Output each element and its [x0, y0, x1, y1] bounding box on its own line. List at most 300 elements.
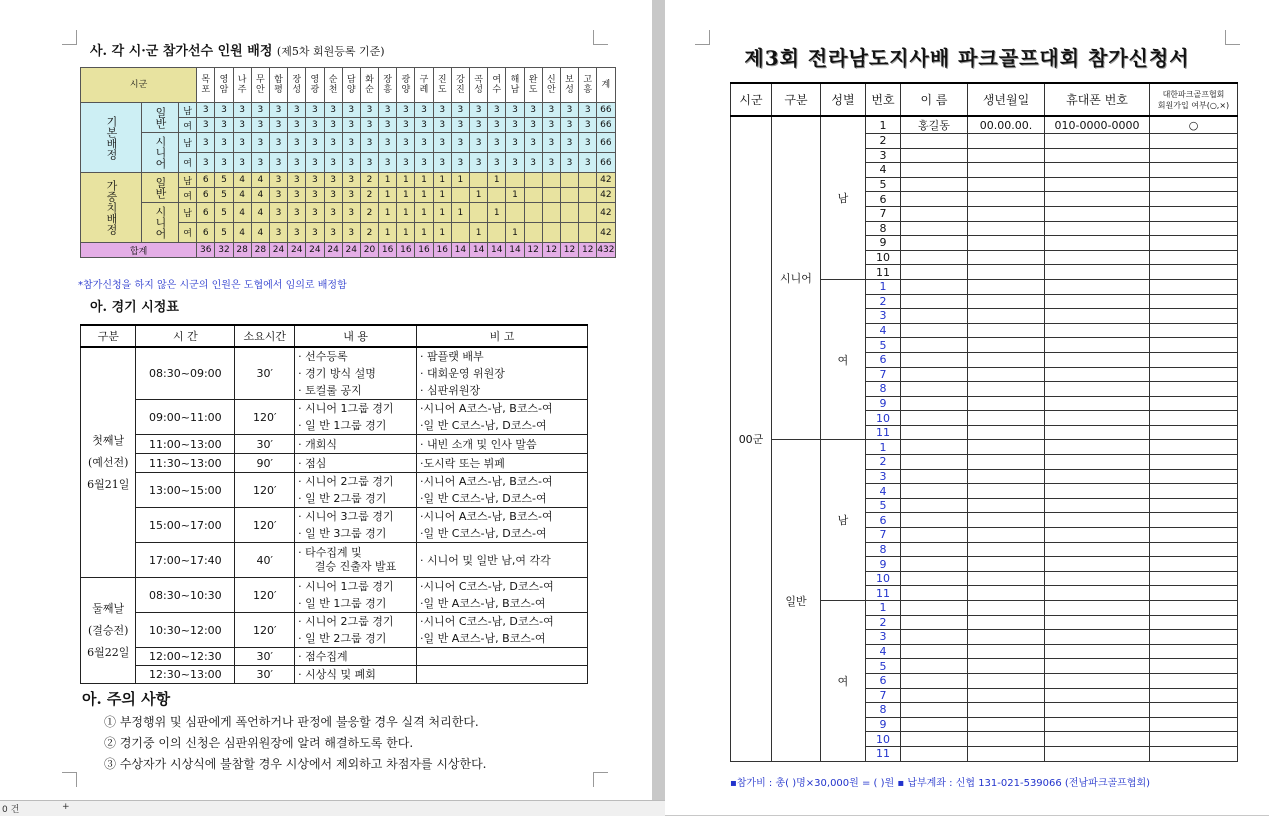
- alloc-cell: 1: [415, 223, 433, 243]
- reg-input-phone[interactable]: [1045, 440, 1150, 455]
- schedule-day-label: [81, 578, 136, 684]
- schedule-row: [81, 543, 588, 578]
- alloc-cell: 3: [197, 133, 215, 153]
- reg-input-name[interactable]: [901, 644, 968, 659]
- alloc-cell: 3: [324, 223, 342, 243]
- reg-input-member[interactable]: [1150, 703, 1238, 718]
- reg-input-phone[interactable]: [1045, 498, 1150, 513]
- reg-input-birth[interactable]: 00.00.00.: [968, 116, 1045, 134]
- schedule-duration: 120′: [235, 613, 295, 648]
- alloc-cell: 3: [542, 153, 560, 173]
- reg-input-birth[interactable]: [968, 338, 1045, 353]
- reg-input-birth[interactable]: [968, 688, 1045, 703]
- reg-input-member[interactable]: [1150, 236, 1238, 251]
- city-header: 진도: [433, 68, 451, 103]
- reg-input-phone[interactable]: [1045, 673, 1150, 688]
- reg-input-birth[interactable]: [968, 163, 1045, 178]
- alloc-total-cell: 12: [542, 243, 560, 258]
- reg-input-phone[interactable]: [1045, 163, 1150, 178]
- reg-number: 7: [866, 528, 901, 543]
- alloc-cell: 1: [397, 188, 415, 203]
- reg-input-birth[interactable]: [968, 411, 1045, 426]
- reg-input-birth[interactable]: [968, 192, 1045, 207]
- reg-input-member[interactable]: [1150, 279, 1238, 294]
- reg-input-member[interactable]: ○: [1150, 116, 1238, 134]
- reg-input-birth[interactable]: [968, 396, 1045, 411]
- reg-number: 11: [866, 425, 901, 440]
- reg-number: 11: [866, 586, 901, 601]
- reg-input-member[interactable]: [1150, 440, 1238, 455]
- reg-input-member[interactable]: [1150, 134, 1238, 149]
- content-line: · 시니어 1그룹 경기: [298, 580, 394, 593]
- reg-input-member[interactable]: [1150, 250, 1238, 265]
- content-line: · 점심: [298, 456, 327, 470]
- alloc-cell: 3: [579, 118, 597, 133]
- schedule-content: [295, 508, 417, 543]
- reg-input-birth[interactable]: [968, 352, 1045, 367]
- schedule-duration: 30′: [235, 435, 295, 454]
- reg-input-birth[interactable]: [968, 323, 1045, 338]
- alloc-group-label: 가중치배정: [81, 173, 142, 243]
- reg-input-phone[interactable]: [1045, 732, 1150, 747]
- schedule-duration: 30′: [235, 648, 295, 666]
- alloc-cell: 3: [560, 118, 578, 133]
- reg-input-name[interactable]: [901, 528, 968, 543]
- schedule-time: 09:00~11:00: [136, 400, 235, 435]
- reg-input-phone[interactable]: [1045, 630, 1150, 645]
- reg-input-member[interactable]: [1150, 498, 1238, 513]
- reg-input-member[interactable]: [1150, 309, 1238, 324]
- reg-input-member[interactable]: [1150, 367, 1238, 382]
- alloc-cell: 3: [506, 118, 524, 133]
- reg-input-birth[interactable]: [968, 206, 1045, 221]
- alloc-cell: [524, 203, 542, 223]
- alloc-cell: 3: [579, 153, 597, 173]
- reg-input-name[interactable]: [901, 411, 968, 426]
- reg-input-name[interactable]: [901, 382, 968, 397]
- reg-input-name[interactable]: [901, 236, 968, 251]
- reg-input-phone[interactable]: [1045, 659, 1150, 674]
- reg-input-phone[interactable]: [1045, 601, 1150, 616]
- alloc-cell: 3: [397, 118, 415, 133]
- alloc-cell: 1: [506, 188, 524, 203]
- reg-input-birth[interactable]: [968, 134, 1045, 149]
- schedule-row: [81, 613, 588, 648]
- alloc-cell: 3: [397, 133, 415, 153]
- reg-number: 3: [866, 148, 901, 163]
- reg-input-birth[interactable]: [968, 746, 1045, 761]
- reg-input-name[interactable]: [901, 134, 968, 149]
- reg-input-member[interactable]: [1150, 323, 1238, 338]
- alloc-cell: 3: [342, 118, 360, 133]
- alloc-cell: [506, 173, 524, 188]
- reg-input-member[interactable]: [1150, 352, 1238, 367]
- reg-input-name[interactable]: [901, 542, 968, 557]
- reg-input-birth[interactable]: [968, 367, 1045, 382]
- alloc-cell: 3: [288, 103, 306, 118]
- alloc-cell: 3: [415, 118, 433, 133]
- reg-input-name[interactable]: [901, 279, 968, 294]
- reg-input-phone[interactable]: [1045, 148, 1150, 163]
- schedule-content: [295, 454, 417, 473]
- reg-input-birth[interactable]: [968, 221, 1045, 236]
- alloc-gender: 남: [179, 103, 197, 118]
- reg-input-phone[interactable]: [1045, 644, 1150, 659]
- reg-input-birth[interactable]: [968, 513, 1045, 528]
- reg-input-member[interactable]: [1150, 717, 1238, 732]
- reg-input-member[interactable]: [1150, 206, 1238, 221]
- reg-input-birth[interactable]: [968, 732, 1045, 747]
- note-line: ·일 반 C코스-남, D코스-여: [419, 492, 547, 505]
- reg-input-member[interactable]: [1150, 265, 1238, 280]
- alloc-cell: [506, 203, 524, 223]
- reg-input-birth[interactable]: [968, 425, 1045, 440]
- reg-input-member[interactable]: [1150, 630, 1238, 645]
- reg-input-name[interactable]: [901, 630, 968, 645]
- reg-input-birth[interactable]: [968, 586, 1045, 601]
- reg-gender: 남: [821, 116, 866, 279]
- reg-input-name[interactable]: [901, 352, 968, 367]
- reg-input-name[interactable]: [901, 323, 968, 338]
- alloc-cell: [488, 223, 506, 243]
- reg-input-phone[interactable]: [1045, 571, 1150, 586]
- note-line: ·시니어 A코스-남, B코스-여: [419, 475, 553, 488]
- reg-input-member[interactable]: [1150, 601, 1238, 616]
- alloc-cell: 4: [233, 223, 251, 243]
- fee-footer: ▪참가비 : 총( )명×30,000원 = ( )원 ▪ 납부계좌 : 신협 131-021-539066 (전남파크골프협회): [730, 778, 1151, 789]
- alloc-cell: 6: [197, 223, 215, 243]
- reg-input-phone[interactable]: 010-0000-0000: [1045, 116, 1150, 134]
- reg-input-name[interactable]: [901, 250, 968, 265]
- reg-input-member[interactable]: [1150, 542, 1238, 557]
- reg-input-phone[interactable]: [1045, 557, 1150, 572]
- city-header: 함평: [269, 68, 287, 103]
- reg-input-name[interactable]: [901, 717, 968, 732]
- reg-input-phone[interactable]: [1045, 513, 1150, 528]
- reg-input-name[interactable]: [901, 265, 968, 280]
- reg-number: 1: [866, 279, 901, 294]
- reg-input-phone[interactable]: [1045, 294, 1150, 309]
- reg-input-phone[interactable]: [1045, 192, 1150, 207]
- city-header: 장성: [288, 68, 306, 103]
- alloc-cell: [451, 188, 469, 203]
- reg-input-member[interactable]: [1150, 571, 1238, 586]
- schedule-duration: 90′: [235, 454, 295, 473]
- reg-input-birth[interactable]: [968, 717, 1045, 732]
- reg-number: 10: [866, 411, 901, 426]
- reg-input-member[interactable]: [1150, 513, 1238, 528]
- reg-number: 11: [866, 265, 901, 280]
- alloc-cell: 1: [433, 203, 451, 223]
- reg-input-member[interactable]: [1150, 294, 1238, 309]
- reg-input-name[interactable]: [901, 601, 968, 616]
- alloc-cell: 3: [560, 103, 578, 118]
- reg-input-name[interactable]: [901, 396, 968, 411]
- reg-input-phone[interactable]: [1045, 250, 1150, 265]
- alloc-cell: 2: [360, 223, 378, 243]
- alloc-cell: 6: [197, 188, 215, 203]
- reg-input-birth[interactable]: [968, 542, 1045, 557]
- status-bar: [0, 800, 665, 816]
- alloc-cell: 6: [197, 173, 215, 188]
- reg-input-birth[interactable]: [968, 630, 1045, 645]
- reg-input-birth[interactable]: [968, 309, 1045, 324]
- reg-input-phone[interactable]: [1045, 279, 1150, 294]
- schedule-row: [81, 666, 588, 684]
- reg-input-birth[interactable]: [968, 528, 1045, 543]
- reg-input-birth[interactable]: [968, 673, 1045, 688]
- reg-input-name[interactable]: [901, 294, 968, 309]
- content-line: · 시니어 3그룹 경기: [298, 510, 394, 523]
- reg-input-name[interactable]: [901, 206, 968, 221]
- reg-input-birth[interactable]: [968, 177, 1045, 192]
- reg-input-name[interactable]: [901, 498, 968, 513]
- reg-input-birth[interactable]: [968, 250, 1045, 265]
- reg-input-birth[interactable]: [968, 279, 1045, 294]
- reg-input-phone[interactable]: [1045, 615, 1150, 630]
- reg-input-name[interactable]: [901, 309, 968, 324]
- reg-input-birth[interactable]: [968, 484, 1045, 499]
- reg-input-name[interactable]: [901, 688, 968, 703]
- reg-input-phone[interactable]: [1045, 425, 1150, 440]
- alloc-cell: 3: [233, 103, 251, 118]
- reg-input-member[interactable]: [1150, 148, 1238, 163]
- reg-input-name[interactable]: [901, 440, 968, 455]
- alloc-cell: 1: [415, 188, 433, 203]
- schedule-header: 시 간: [136, 325, 235, 347]
- alloc-cell: 3: [288, 118, 306, 133]
- reg-input-birth[interactable]: [968, 455, 1045, 470]
- reg-input-member[interactable]: [1150, 221, 1238, 236]
- alloc-group-label: 기본배정: [81, 103, 142, 173]
- alloc-total-cell: 14: [506, 243, 524, 258]
- alloc-cell: 3: [306, 133, 324, 153]
- alloc-category-label: 시니어: [142, 203, 179, 243]
- alloc-cell: [542, 203, 560, 223]
- alloc-cell: 1: [379, 173, 397, 188]
- alloc-cell: 3: [470, 118, 488, 133]
- alloc-cell: 3: [215, 118, 233, 133]
- reg-input-phone[interactable]: [1045, 469, 1150, 484]
- alloc-cell: 4: [251, 188, 269, 203]
- reg-input-birth[interactable]: [968, 440, 1045, 455]
- reg-input-member[interactable]: [1150, 469, 1238, 484]
- day-line: (예선전): [87, 455, 129, 469]
- reg-input-phone[interactable]: [1045, 352, 1150, 367]
- reg-number: 1: [866, 116, 901, 134]
- alloc-total-cell: 16: [397, 243, 415, 258]
- reg-input-birth[interactable]: [968, 659, 1045, 674]
- reg-input-member[interactable]: [1150, 688, 1238, 703]
- reg-input-phone[interactable]: [1045, 177, 1150, 192]
- reg-input-name[interactable]: [901, 659, 968, 674]
- note-line: ·시니어 C코스-남, D코스-여: [419, 615, 554, 628]
- reg-input-member[interactable]: [1150, 586, 1238, 601]
- reg-input-birth[interactable]: [968, 294, 1045, 309]
- alloc-total-cell: 36: [197, 243, 215, 258]
- reg-number: 4: [866, 323, 901, 338]
- reg-input-member[interactable]: [1150, 177, 1238, 192]
- alloc-total-cell: 16: [433, 243, 451, 258]
- reg-input-phone[interactable]: [1045, 236, 1150, 251]
- header-line: 회원가입 여부(○,×): [1157, 100, 1230, 110]
- reg-input-birth[interactable]: [968, 236, 1045, 251]
- reg-input-member[interactable]: [1150, 425, 1238, 440]
- reg-input-phone[interactable]: [1045, 746, 1150, 761]
- reg-input-phone[interactable]: [1045, 221, 1150, 236]
- alloc-cell: 3: [451, 153, 469, 173]
- reg-input-birth[interactable]: [968, 615, 1045, 630]
- reg-input-name[interactable]: [901, 221, 968, 236]
- add-tab-button[interactable]: +: [62, 802, 70, 812]
- alloc-total-cell: 14: [451, 243, 469, 258]
- reg-input-birth[interactable]: [968, 601, 1045, 616]
- alloc-cell: 3: [269, 173, 287, 188]
- reg-input-phone[interactable]: [1045, 309, 1150, 324]
- schedule-time: 11:00~13:00: [136, 435, 235, 454]
- reg-input-member[interactable]: [1150, 659, 1238, 674]
- reg-input-member[interactable]: [1150, 673, 1238, 688]
- reg-input-phone[interactable]: [1045, 323, 1150, 338]
- schedule-row: [81, 400, 588, 435]
- reg-input-name[interactable]: [901, 338, 968, 353]
- reg-input-phone[interactable]: [1045, 367, 1150, 382]
- alloc-cell: 66: [597, 118, 615, 133]
- reg-input-name[interactable]: [901, 746, 968, 761]
- reg-input-birth[interactable]: [968, 644, 1045, 659]
- alloc-cell: 3: [470, 153, 488, 173]
- reg-input-name[interactable]: [901, 192, 968, 207]
- alloc-cell: 3: [360, 103, 378, 118]
- reg-input-name[interactable]: [901, 513, 968, 528]
- schedule-content: [295, 435, 417, 454]
- day-line: (결승전): [87, 623, 129, 637]
- alloc-cell: [560, 223, 578, 243]
- reg-input-member[interactable]: [1150, 382, 1238, 397]
- reg-input-member[interactable]: [1150, 644, 1238, 659]
- reg-input-name[interactable]: [901, 586, 968, 601]
- reg-input-birth[interactable]: [968, 265, 1045, 280]
- reg-input-name[interactable]: [901, 484, 968, 499]
- reg-input-phone[interactable]: [1045, 586, 1150, 601]
- reg-input-phone[interactable]: [1045, 338, 1150, 353]
- city-header: 보성: [560, 68, 578, 103]
- reg-input-phone[interactable]: [1045, 542, 1150, 557]
- reg-input-birth[interactable]: [968, 148, 1045, 163]
- content-line: · 시상식 및 폐회: [298, 668, 376, 681]
- reg-input-member[interactable]: [1150, 528, 1238, 543]
- note-line: · 시니어 및 일반 남,여 각각: [419, 553, 551, 567]
- reg-input-member[interactable]: [1150, 338, 1238, 353]
- reg-input-birth[interactable]: [968, 703, 1045, 718]
- reg-input-member[interactable]: [1150, 557, 1238, 572]
- reg-input-phone[interactable]: [1045, 134, 1150, 149]
- reg-input-name[interactable]: [901, 455, 968, 470]
- reg-number: 5: [866, 659, 901, 674]
- schedule-time: 08:30~10:30: [136, 578, 235, 613]
- alloc-cell: 3: [524, 133, 542, 153]
- reg-input-member[interactable]: [1150, 615, 1238, 630]
- reg-input-name[interactable]: [901, 703, 968, 718]
- alloc-cell: 3: [360, 153, 378, 173]
- reg-input-name[interactable]: [901, 673, 968, 688]
- alloc-cell: 1: [379, 203, 397, 223]
- reg-number: 7: [866, 206, 901, 221]
- reg-input-phone[interactable]: [1045, 455, 1150, 470]
- reg-input-phone[interactable]: [1045, 717, 1150, 732]
- reg-number: 4: [866, 163, 901, 178]
- reg-input-member[interactable]: [1150, 746, 1238, 761]
- alloc-total-cell: 28: [233, 243, 251, 258]
- reg-input-birth[interactable]: [968, 469, 1045, 484]
- reg-input-phone[interactable]: [1045, 688, 1150, 703]
- alloc-cell: 1: [397, 173, 415, 188]
- alloc-cell: 3: [451, 133, 469, 153]
- reg-input-phone[interactable]: [1045, 411, 1150, 426]
- reg-input-phone[interactable]: [1045, 382, 1150, 397]
- alloc-cell: 4: [251, 173, 269, 188]
- alloc-category-label: 일반: [142, 103, 179, 133]
- reg-input-member[interactable]: [1150, 732, 1238, 747]
- reg-input-name[interactable]: [901, 571, 968, 586]
- alloc-cell: 3: [269, 188, 287, 203]
- reg-input-phone[interactable]: [1045, 703, 1150, 718]
- reg-input-name[interactable]: [901, 615, 968, 630]
- reg-input-member[interactable]: [1150, 455, 1238, 470]
- alloc-cell: 3: [506, 133, 524, 153]
- reg-number: 11: [866, 746, 901, 761]
- reg-input-member[interactable]: [1150, 396, 1238, 411]
- alloc-cell: 3: [342, 203, 360, 223]
- reg-input-birth[interactable]: [968, 382, 1045, 397]
- reg-input-member[interactable]: [1150, 192, 1238, 207]
- alloc-cell: 4: [233, 173, 251, 188]
- reg-input-birth[interactable]: [968, 557, 1045, 572]
- reg-input-birth[interactable]: [968, 571, 1045, 586]
- allocation-table: [80, 67, 616, 258]
- content-line: · 토컬룰 공지: [298, 384, 362, 397]
- alloc-cell: 3: [233, 153, 251, 173]
- reg-input-phone[interactable]: [1045, 265, 1150, 280]
- city-header: 무안: [251, 68, 269, 103]
- reg-input-name[interactable]: [901, 177, 968, 192]
- alloc-cell: 5: [215, 223, 233, 243]
- reg-input-phone[interactable]: [1045, 484, 1150, 499]
- reg-input-phone[interactable]: [1045, 206, 1150, 221]
- reg-input-name[interactable]: [901, 732, 968, 747]
- reg-input-name[interactable]: [901, 163, 968, 178]
- alloc-cell: 66: [597, 153, 615, 173]
- alloc-cell: 3: [433, 153, 451, 173]
- alloc-corner: 시군: [81, 68, 197, 103]
- alloc-total-cell: 16: [379, 243, 397, 258]
- reg-input-phone[interactable]: [1045, 528, 1150, 543]
- reg-input-birth[interactable]: [968, 498, 1045, 513]
- reg-input-member[interactable]: [1150, 484, 1238, 499]
- reg-input-name[interactable]: [901, 469, 968, 484]
- content-line: · 선수등록: [298, 350, 348, 363]
- reg-input-name[interactable]: [901, 425, 968, 440]
- reg-input-name[interactable]: [901, 557, 968, 572]
- reg-input-name[interactable]: [901, 148, 968, 163]
- reg-number: 8: [866, 382, 901, 397]
- reg-input-phone[interactable]: [1045, 396, 1150, 411]
- reg-input-member[interactable]: [1150, 411, 1238, 426]
- reg-input-member[interactable]: [1150, 163, 1238, 178]
- reg-input-name[interactable]: [901, 367, 968, 382]
- reg-input-name[interactable]: 홍길동: [901, 116, 968, 134]
- alloc-cell: 3: [251, 153, 269, 173]
